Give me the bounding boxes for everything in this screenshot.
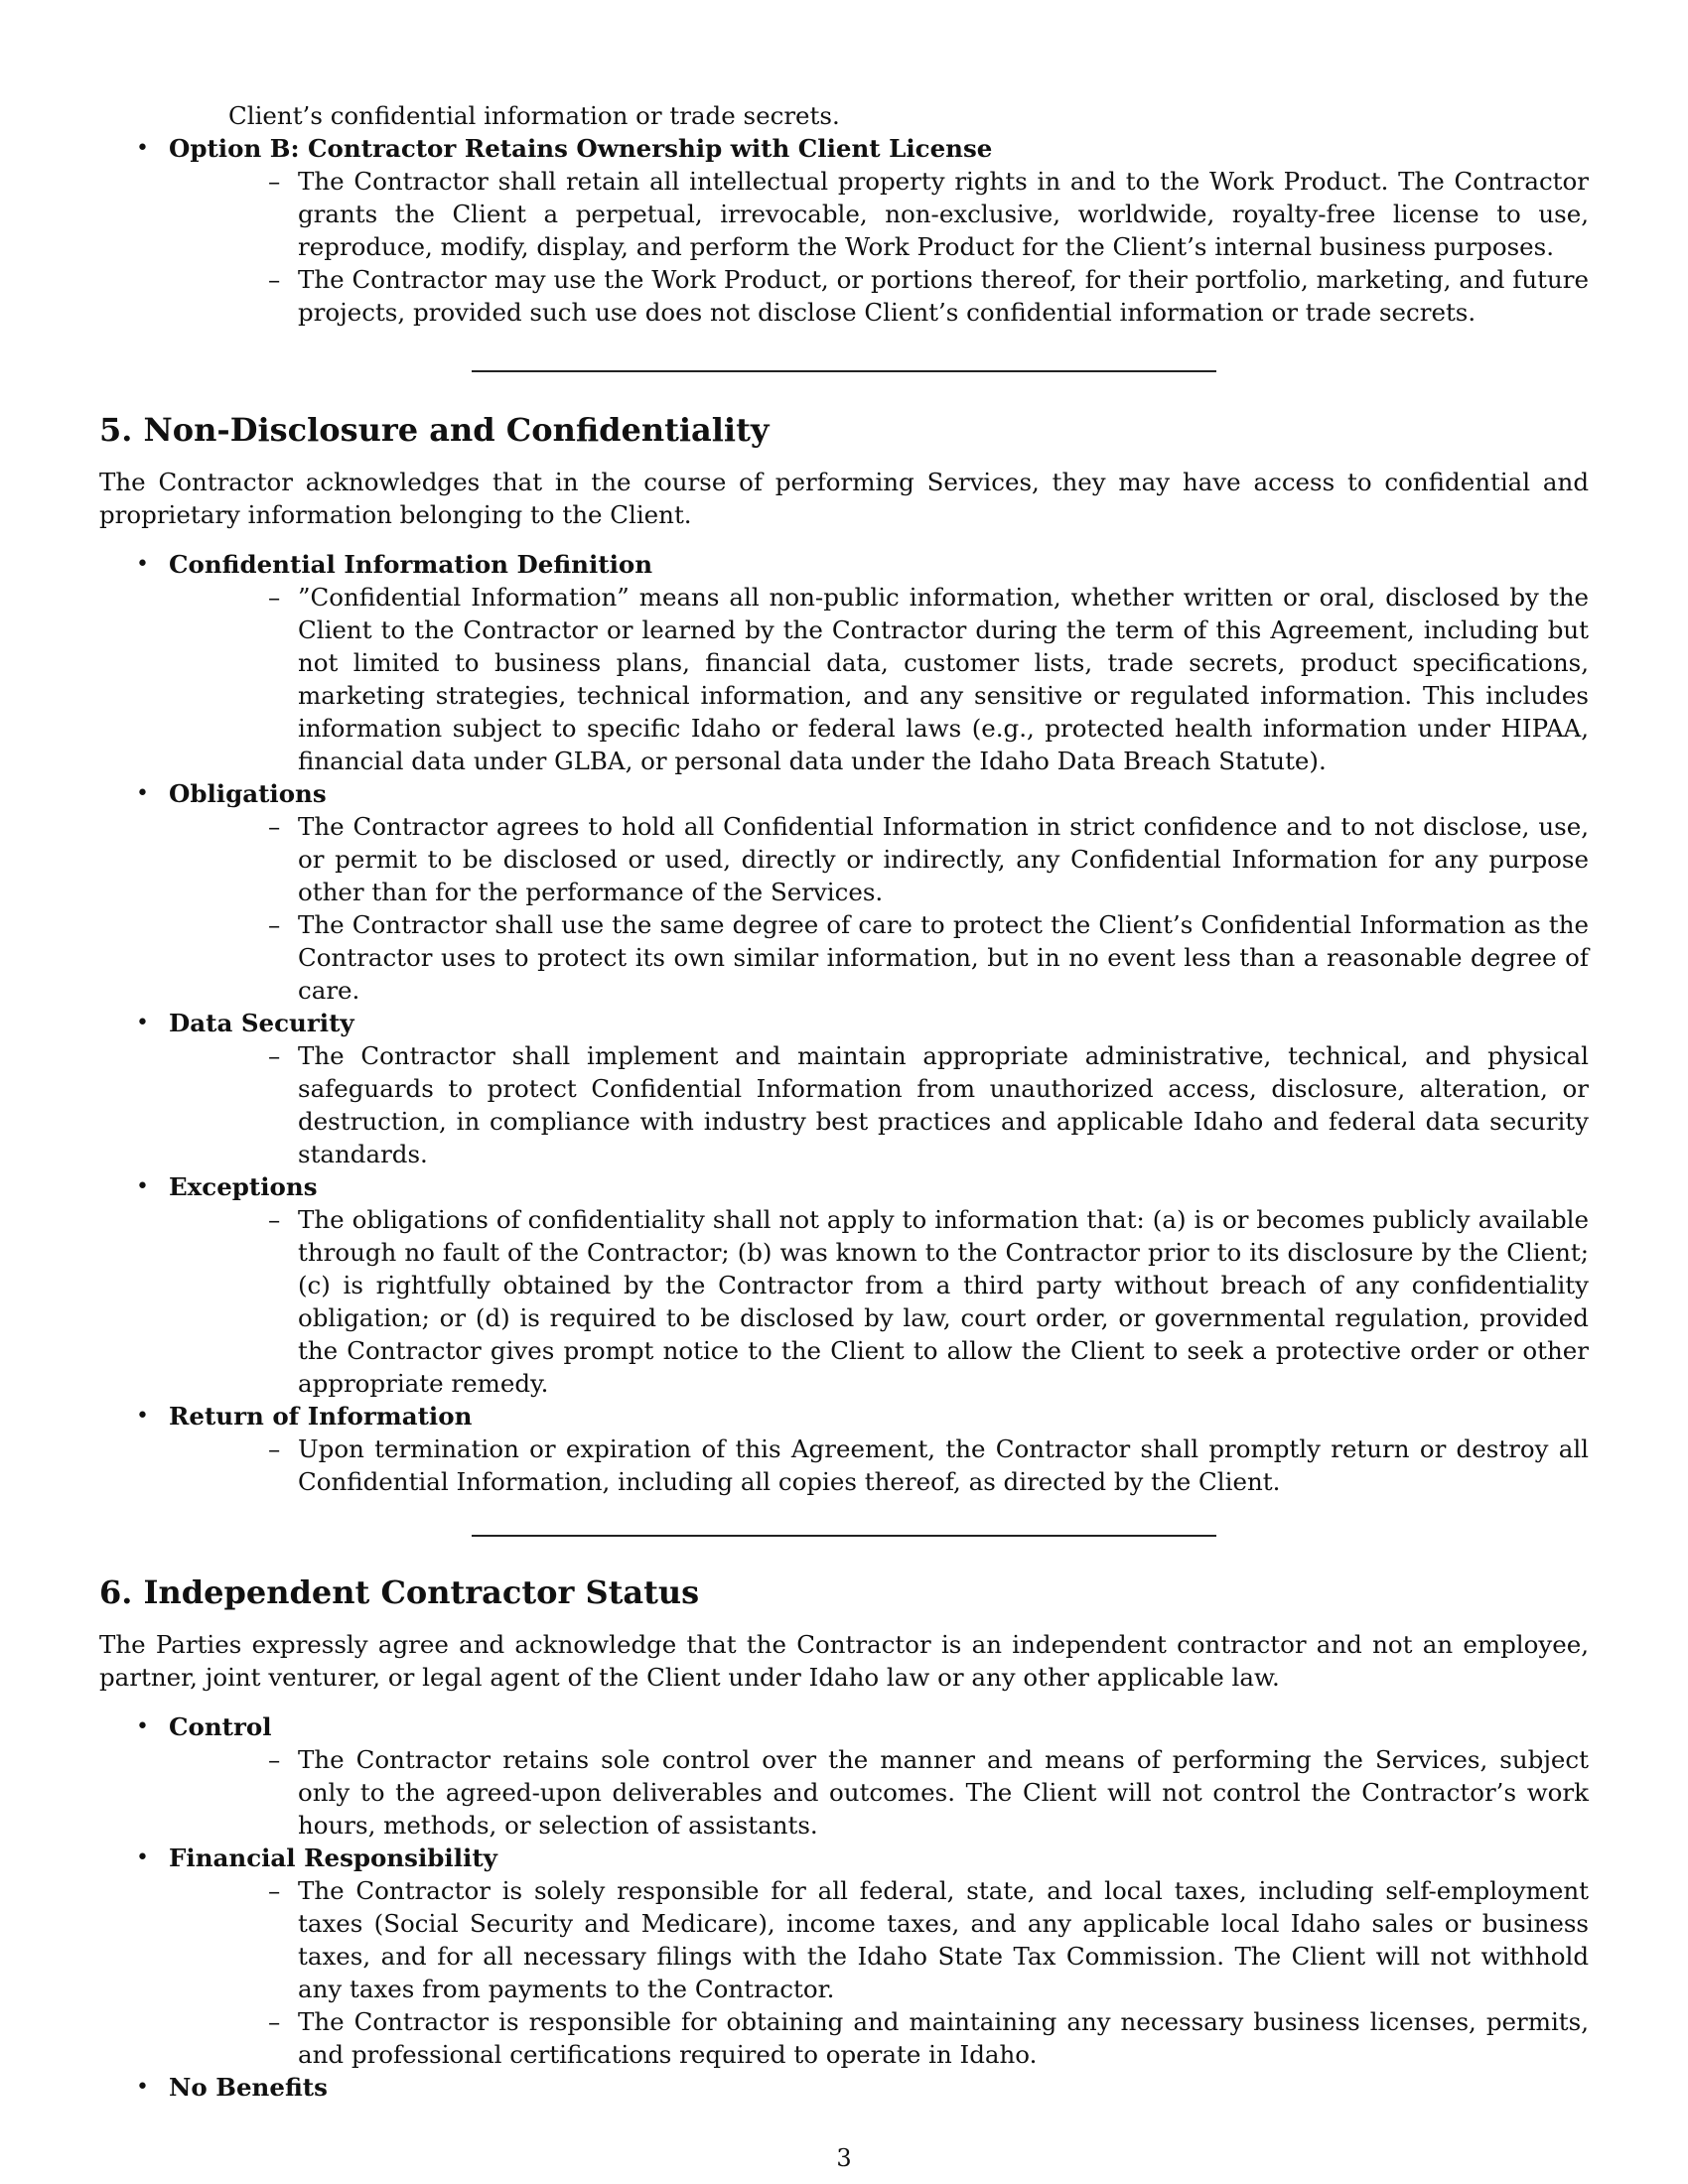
list-item xyxy=(99,1170,1589,1400)
bullet-icon: • xyxy=(136,1404,149,1429)
option-b-title: Option B: Contractor Retains Ownership with Client License xyxy=(169,134,993,163)
sub-item-text: The Contractor agrees to hold all Confidential Information in strict confidence and to not disclose, use, or permit to be disclosed or used, directly or indirectly, any Confidential Information for any purpose other than for the performance of the Services. xyxy=(298,812,1589,906)
list-item xyxy=(99,1007,1589,1170)
item-title: Exceptions xyxy=(169,1172,318,1201)
dash-icon: – xyxy=(268,1745,281,1774)
dash-icon: – xyxy=(268,1434,281,1463)
sub-item-text: The Contractor may use the Work Product, or portions thereof, for their portfolio, marketing, and future projects, provided such use does not disclose Client’s confidential information or trade secrets. xyxy=(298,265,1589,327)
list-item xyxy=(99,777,1589,1007)
section-5-intro: The Contractor acknowledges that in the course of performing Services, they may have access to confidential and proprietary information belonging to the Client. xyxy=(99,468,1589,529)
bullet-icon: • xyxy=(136,136,149,161)
bullet-icon: • xyxy=(136,2075,149,2100)
dash-icon: – xyxy=(268,910,281,939)
sublist xyxy=(169,581,1589,777)
sub-item xyxy=(169,165,1589,263)
dash-icon: – xyxy=(268,812,281,841)
sub-item xyxy=(169,1203,1589,1400)
item-title: No Benefits xyxy=(169,2073,328,2102)
option-b-sublist xyxy=(169,165,1589,329)
sublist xyxy=(169,1743,1589,1842)
sub-item-text: The Contractor shall use the same degree of care to protect the Client’s Confidential Information as the Contractor uses to protect its own similar information, but in no event less than a reasonable degree of care. xyxy=(298,910,1589,1005)
dash-icon: – xyxy=(268,265,281,294)
document-page xyxy=(99,99,1589,2104)
sub-item xyxy=(169,1874,1589,2005)
bullet-icon: • xyxy=(136,552,149,577)
sublist xyxy=(169,810,1589,1007)
item-title: Obligations xyxy=(169,779,327,808)
sub-item-text: Upon termination or expiration of this Agreement, the Contractor shall promptly return or destroy all Confidential Information, including all copies thereof, as directed by the Client. xyxy=(298,1434,1589,1496)
item-title: Return of Information xyxy=(169,1402,473,1431)
continued-text: Client’s confidential information or trade secrets. xyxy=(228,101,840,130)
sub-item xyxy=(169,908,1589,1007)
sublist xyxy=(169,1203,1589,1400)
dash-icon: – xyxy=(268,1205,281,1234)
sub-item-text: The Contractor shall implement and maintain appropriate administrative, technical, and physical safeguards to protect Confidential Information from unauthorized access, disclosure, alteration, or destruction, in compliance with industry best practices and applicable Idaho and federal data security standards. xyxy=(298,1041,1589,1168)
item-title: Confidential Information Definition xyxy=(169,550,653,579)
section-5-heading: 5. Non-Disclosure and Confidentiality xyxy=(99,411,770,449)
sublist xyxy=(169,1433,1589,1498)
option-b-list xyxy=(99,132,1589,329)
sub-item xyxy=(169,1039,1589,1170)
option-b-item xyxy=(99,132,1589,329)
sub-item xyxy=(169,1433,1589,1498)
bullet-icon: • xyxy=(136,1011,149,1035)
section-divider xyxy=(472,370,1216,372)
dash-icon: – xyxy=(268,2007,281,2036)
dash-icon: – xyxy=(268,1041,281,1070)
sub-item-text: The Contractor is responsible for obtaining and maintaining any necessary business licenses, permits, and professional certifications required to operate in Idaho. xyxy=(298,2007,1589,2069)
page-number: 3 xyxy=(836,2144,852,2172)
list-item xyxy=(99,2071,1589,2104)
section-6-list xyxy=(99,1710,1589,2104)
list-item xyxy=(99,1842,1589,2071)
sublist xyxy=(169,1039,1589,1170)
list-item xyxy=(99,1400,1589,1498)
sublist xyxy=(169,1874,1589,2071)
bullet-icon: • xyxy=(136,1174,149,1199)
bullet-icon: • xyxy=(136,1714,149,1739)
item-title: Financial Responsibility xyxy=(169,1843,497,1872)
section-6-intro: The Parties expressly agree and acknowledge that the Contractor is an independent contractor and not an employee, partner, joint venturer, or legal agent of the Client under Idaho law or any other applicable law. xyxy=(99,1630,1589,1692)
list-item xyxy=(99,1710,1589,1842)
sub-item-text: ”Confidential Information” means all non-public information, whether written or oral, disclosed by the Client to the Contractor or learned by the Contractor during the term of this Agreement, including but not limited to business plans, financial data, customer lists, trade secrets, product specifications, marketing strategies, technical information, and any sensitive or regulated information. This includes information subject to specific Idaho or federal laws (e.g., protected health information under HIPAA, financial data under GLBA, or personal data under the Idaho Data Breach Statute). xyxy=(298,583,1589,775)
sub-item xyxy=(169,810,1589,908)
section-5-list xyxy=(99,548,1589,1498)
section-divider xyxy=(472,1535,1216,1537)
list-item xyxy=(99,548,1589,777)
sub-item-text: The Contractor is solely responsible for all federal, state, and local taxes, including self-employment taxes (Social Security and Medicare), income taxes, and any applicable local Idaho sales or business taxes, and for all necessary filings with the Idaho State Tax Commission. The Client will not withhold any taxes from payments to the Contractor. xyxy=(298,1876,1589,2003)
sub-item-text: The obligations of confidentiality shall not apply to information that: (a) is or becomes publicly available through no fault of the Contractor; (b) was known to the Contractor prior to its disclosure by the Client; (c) is rightfully obtained by the Contractor from a third party without breach of any confidentiality obligation; or (d) is required to be disclosed by law, court order, or governmental regulation, provided the Contractor gives prompt notice to the Client to allow the Client to seek a protective order or other appropriate remedy. xyxy=(298,1205,1589,1398)
sub-item xyxy=(169,2005,1589,2071)
dash-icon: – xyxy=(268,167,281,196)
dash-icon: – xyxy=(268,1876,281,1905)
sub-item xyxy=(169,263,1589,329)
item-title: Control xyxy=(169,1712,272,1741)
item-title: Data Security xyxy=(169,1009,354,1037)
sub-item-text: The Contractor retains sole control over the manner and means of performing the Services, subject only to the agreed-upon deliverables and outcomes. The Client will not control the Contractor’s work hours, methods, or selection of assistants. xyxy=(298,1745,1589,1840)
sub-item-text: The Contractor shall retain all intellectual property rights in and to the Work Product. The Contractor grants the Client a perpetual, irrevocable, non-exclusive, worldwide, royalty-free license to use, reproduce, modify, display, and perform the Work Product for the Client’s internal business purposes. xyxy=(298,167,1589,261)
sub-item xyxy=(169,581,1589,777)
sub-item xyxy=(169,1743,1589,1842)
dash-icon: – xyxy=(268,583,281,612)
section-6-heading: 6. Independent Contractor Status xyxy=(99,1573,700,1611)
bullet-icon: • xyxy=(136,1845,149,1870)
bullet-icon: • xyxy=(136,781,149,806)
